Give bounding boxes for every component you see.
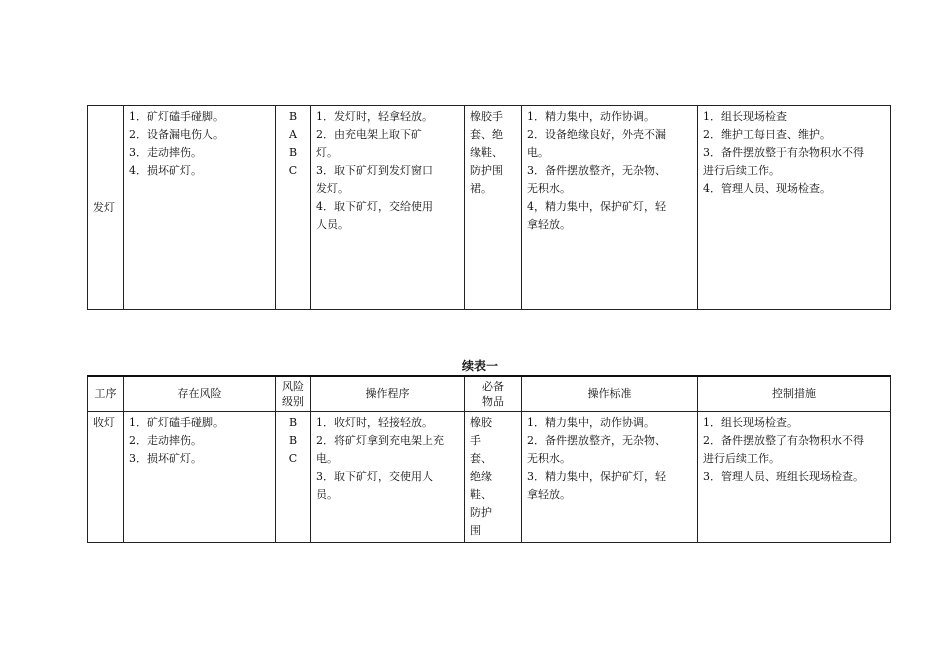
list-item: 套、绝 — [470, 128, 503, 141]
risk-level-cell — [276, 412, 311, 543]
list-item: 灯。 — [316, 146, 338, 159]
list-item: 防护围 — [470, 164, 503, 177]
list-item: 4．管理人员、现场检查。 — [703, 182, 831, 195]
procedure-cell — [311, 106, 465, 310]
risk-cell — [124, 106, 276, 310]
list-item: 3．备件摆放整齐，无杂物、 — [527, 164, 666, 177]
list-item: 2．维护工每日查、维护。 — [703, 128, 831, 141]
items-cell — [465, 412, 522, 543]
list-item: B — [288, 110, 298, 123]
list-item: 3．管理人员、班组长现场检查。 — [703, 470, 864, 483]
risk-cell — [124, 412, 276, 543]
list-item: 2．设备漏电伤人。 — [129, 128, 224, 141]
list-item: 1．组长现场检查 — [703, 110, 787, 123]
list-item: 进行后续工作。 — [703, 452, 780, 465]
list-item: 3．精力集中，保护矿灯，轻 — [527, 470, 666, 483]
process-cell: 收灯 — [88, 412, 124, 543]
list-item: 4．取下矿灯，交给使用 — [316, 200, 433, 213]
standard-cell — [522, 106, 698, 310]
header-procedure: 操作程序 — [311, 376, 465, 412]
list-item: 3．取下矿灯到发灯窗口 — [316, 164, 433, 177]
risk-level-cell — [276, 106, 311, 310]
list-item: 2．走动摔伤。 — [129, 434, 202, 447]
list-item: 进行后续工作。 — [703, 164, 780, 177]
list-item: 2．设备绝缘良好，外壳不漏 — [527, 128, 666, 141]
list-item: 防护 — [470, 506, 492, 519]
list-item: 4．损坏矿灯。 — [129, 164, 202, 177]
list-item: 1．矿灯磕手碰脚。 — [129, 416, 224, 429]
items-cell — [465, 106, 522, 310]
list-item: 2．由充电架上取下矿 — [316, 128, 422, 141]
list-item: 2．备件摆放整了有杂物积水不得 — [703, 434, 864, 447]
table-row — [88, 412, 891, 543]
list-item: 电。 — [527, 146, 549, 159]
list-item: 3．走动摔伤。 — [129, 146, 202, 159]
list-item: 1．精力集中，动作协调。 — [527, 110, 655, 123]
list-item: C — [288, 164, 298, 177]
list-item: 拿轻放。 — [527, 488, 571, 501]
list-item: 3．备件摆放整于有杂物积水不得 — [703, 146, 864, 159]
list-item: 橡胶 — [470, 416, 492, 429]
table-caption: 续表一 — [461, 359, 498, 373]
header-risk: 存在风险 — [124, 376, 276, 412]
list-item: 1．收灯时，轻接轻放。 — [316, 416, 433, 429]
header-risk-level: 风险 级别 — [276, 376, 311, 412]
list-item: C — [288, 452, 298, 465]
list-item: 电。 — [316, 452, 338, 465]
list-item: 2．备件摆放整齐，无杂物、 — [527, 434, 666, 447]
list-item: 1．精力集中，动作协调。 — [527, 416, 655, 429]
list-item: 3．取下矿灯，交使用人 — [316, 470, 433, 483]
list-item: B — [288, 416, 298, 429]
header-process: 工序 — [88, 376, 124, 412]
list-item: 橡胶手 — [470, 110, 503, 123]
list-item: 4，精力集中，保护矿灯，轻 — [527, 200, 666, 213]
process-cell: 发灯 — [88, 106, 124, 310]
table-row — [88, 106, 891, 310]
list-item: 发灯。 — [316, 182, 349, 195]
list-item: 缘鞋、 — [470, 146, 503, 159]
list-item: 套、 — [470, 452, 492, 465]
list-item: 员。 — [316, 488, 338, 501]
list-item: 手 — [470, 434, 481, 447]
list-item: B — [288, 434, 298, 447]
list-item: 3．损坏矿灯。 — [129, 452, 202, 465]
list-item: 1．矿灯磕手碰脚。 — [129, 110, 224, 123]
control-cell — [698, 106, 891, 310]
list-item: 鞋、 — [470, 488, 492, 501]
list-item: 拿轻放。 — [527, 218, 571, 231]
list-item: 1．组长现场检查。 — [703, 416, 798, 429]
list-item: A — [289, 128, 297, 141]
list-item: 无积水。 — [527, 452, 571, 465]
risk-table-return-lamp — [87, 375, 891, 543]
header-items: 必备 物品 — [465, 376, 522, 412]
list-item: 1．发灯时，轻拿轻放。 — [316, 110, 433, 123]
list-item: 围 — [470, 524, 481, 537]
list-item: 2．将矿灯拿到充电架上充 — [316, 434, 444, 447]
header-control: 控制措施 — [698, 376, 891, 412]
procedure-cell — [311, 412, 465, 543]
table-header-row — [88, 376, 891, 412]
list-item: B — [288, 146, 298, 159]
list-item: 人员。 — [316, 218, 349, 231]
risk-table-issue-lamp — [87, 105, 891, 310]
list-item: 绝缘 — [470, 470, 492, 483]
header-standard: 操作标准 — [522, 376, 698, 412]
control-cell — [698, 412, 891, 543]
standard-cell — [522, 412, 698, 543]
list-item: 无积水。 — [527, 182, 571, 195]
list-item: 裙。 — [470, 182, 492, 195]
